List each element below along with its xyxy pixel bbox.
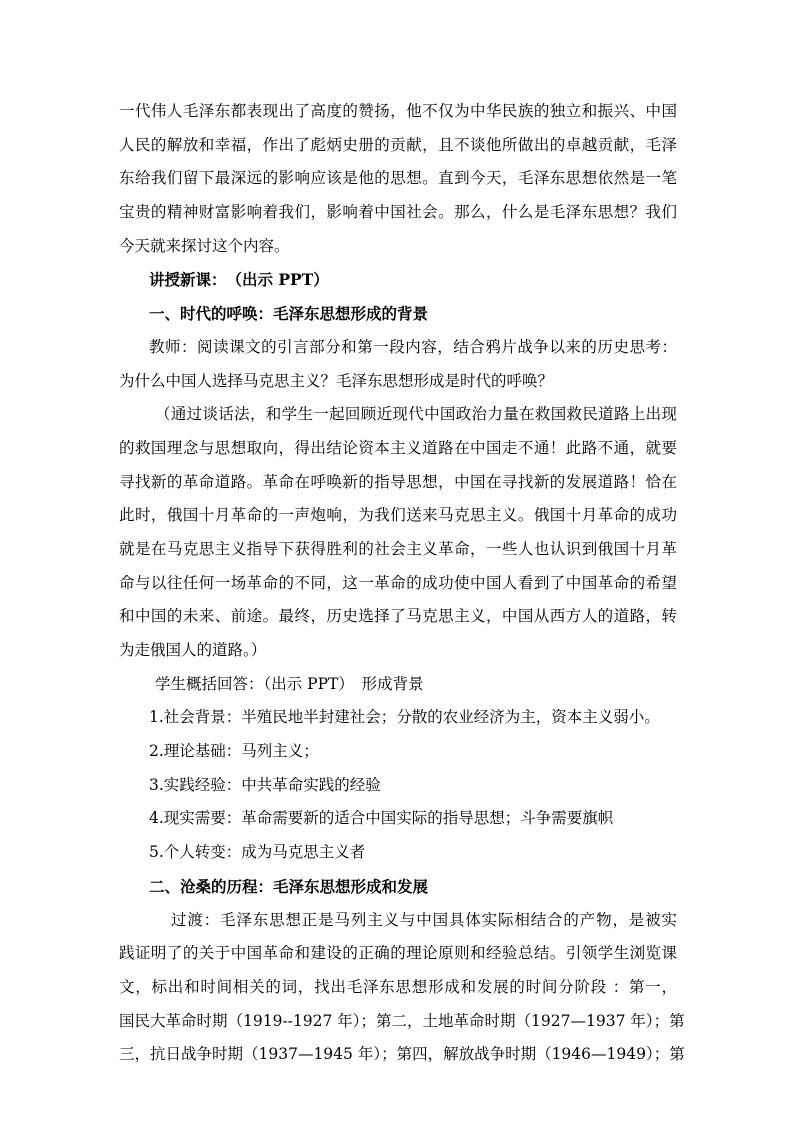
intro-line: 今天就来探讨这个内容。	[119, 236, 290, 255]
background-point: 4.现实需要：革命需要新的适合中国实际的指导思想；斗争需要旗帜	[149, 809, 614, 828]
section-1-heading: 一、时代的呼唤：毛泽东思想形成的背景	[149, 304, 429, 324]
teacher-line: 为什么中国人选择马克思主义？毛泽东思想形成是时代的呼唤？	[119, 371, 554, 390]
discussion-line: 寻找新的革命道路。革命在呼唤新的指导思想，中国在寻找新的发展道路！恰在	[119, 472, 677, 491]
intro-line: 一代伟人毛泽东都表现出了高度的赞扬，他不仅为中华民族的独立和振兴、中国	[119, 102, 677, 120]
discussion-line: 就是在马克思主义指导下获得胜利的社会主义革命，一些人也认识到俄国十月革	[119, 539, 677, 558]
intro-line: 人民的解放和幸福，作出了彪炳史册的贡献，且不谈他所做出的卓越贡献，毛泽	[119, 135, 677, 154]
intro-line: 宝贵的精神财富影响着我们，影响着中国社会。那么，什么是毛泽东思想？我们	[119, 203, 677, 222]
discussion-line: 为走俄国人的道路。）	[119, 641, 267, 659]
transition-line: 三，抗日战争时期（1937—1945 年）；第四，解放战争时期（1946—1949）；第	[119, 1045, 685, 1064]
discussion-line: （通过谈话法，和学生一起回顾近现代中国政治力量在救国救民道路上出现	[155, 405, 677, 424]
transition-line: 过渡：毛泽东思想正是马列主义与中国具体实际相结合的产物，是被实	[171, 910, 677, 929]
teacher-line: 教师：阅读课文的引言部分和第一段内容，结合鸦片战争以来的历史思考：	[149, 337, 677, 356]
transition-line: 践证明了的关于中国革命和建设的正确的理论原则和经验总结。引领学生浏览课	[119, 944, 677, 963]
section-2-heading: 二、沧桑的历程：毛泽东思想形成和发展	[149, 876, 429, 896]
document-body	[119, 95, 685, 1072]
background-point: 1.社会背景：半殖民地半封建社会；分散的农业经济为主，资本主义弱小。	[149, 708, 660, 727]
new-lesson-heading: 讲授新课： （出示 PPT）	[149, 270, 329, 290]
transition-line: 文，标出和时间相关的词，找出毛泽东思想形成和发展的时间分阶段 ：第一，	[119, 977, 677, 996]
discussion-line: 此时，俄国十月革命的一声炮响，为我们送来马克思主义。俄国十月革命的成功	[119, 506, 677, 525]
background-point: 5.个人转变：成为马克思主义者	[149, 843, 366, 862]
intro-line: 东给我们留下最深远的影响应该是他的思想。直到今天，毛泽东思想依然是一笔	[119, 169, 677, 188]
discussion-line: 的救国理念与思想取向，得出结论资本主义道路在中国走不通！此路不通，就要	[119, 438, 677, 457]
background-point: 3.实践经验：中共革命实践的经验	[149, 775, 381, 794]
discussion-line: 命与以往任何一场革命的不同，这一革命的成功使中国人看到了中国革命的希望	[119, 573, 677, 592]
transition-line: 国民大革命时期（1919--1927 年）；第二，土地革命时期（1927—1937 年）；第	[119, 1011, 685, 1030]
background-point: 2.理论基础：马列主义；	[149, 742, 319, 761]
discussion-line: 和中国的未来、前途。最终，历史选择了马克思主义，中国从西方人的道路，转	[119, 607, 677, 626]
student-answer-line: 学生概括回答：（出示 PPT） 形成背景	[155, 674, 424, 693]
